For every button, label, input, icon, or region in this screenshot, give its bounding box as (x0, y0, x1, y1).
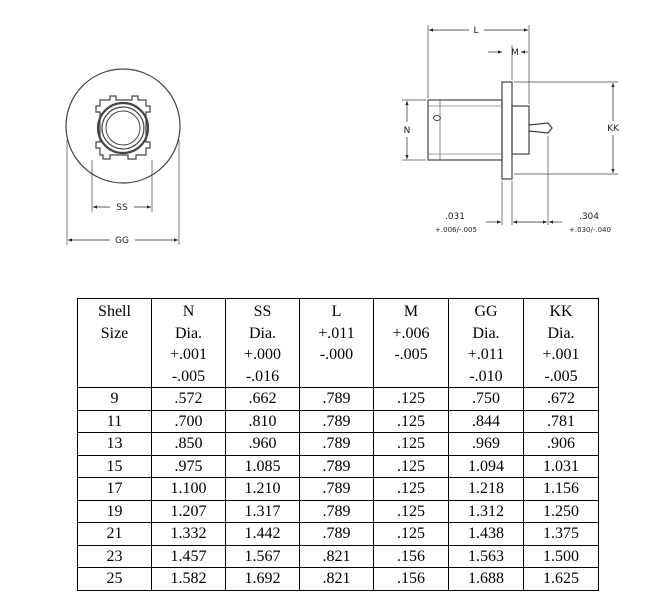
column-header-line: +.000 (243, 346, 282, 363)
table-cell: 1.567 (226, 545, 300, 568)
table-cell: 1.085 (226, 455, 300, 478)
table-cell: 1.375 (524, 523, 599, 546)
table-cell: 1.207 (152, 500, 226, 523)
connector-drawing (0, 0, 660, 270)
table-cell: 1.312 (449, 500, 524, 523)
contact-tail (529, 123, 552, 133)
table-cell: 1.563 (449, 545, 524, 568)
table-cell: .789 (300, 455, 374, 478)
shell-size-cell: 11 (78, 410, 152, 433)
table-cell: .125 (374, 478, 449, 501)
shell-size-cell: 9 (78, 388, 152, 411)
table-cell: 1.210 (226, 478, 300, 501)
column-header-line: Dia. (472, 324, 500, 342)
table-cell: .125 (374, 410, 449, 433)
column-header-line: +.011 (467, 346, 505, 363)
table-row (78, 410, 599, 433)
table-cell: .906 (524, 433, 599, 456)
table-row (78, 455, 599, 478)
table-row (78, 478, 599, 501)
table-cell: 1.457 (152, 545, 226, 568)
table-cell: .662 (226, 388, 300, 411)
table-cell: .672 (524, 388, 599, 411)
column-header-line: -.016 (245, 367, 280, 385)
table-header-row (78, 299, 599, 388)
table-cell: .156 (374, 545, 449, 568)
table-cell: 1.625 (524, 568, 599, 591)
shell-size-cell: 19 (78, 500, 152, 523)
column-header-line: +.006 (392, 324, 430, 342)
table-cell: .844 (449, 410, 524, 433)
table-cell: .125 (374, 433, 449, 456)
column-header-line: +.001 (542, 346, 580, 363)
column-header-line: +.001 (169, 346, 208, 363)
l-label: L (473, 26, 479, 36)
shell-size-cell: 15 (78, 455, 152, 478)
n-label: N (403, 126, 411, 136)
table-row (78, 545, 599, 568)
column-header-line: Shell (98, 303, 131, 320)
table-cell: 1.500 (524, 545, 599, 568)
column-header (226, 299, 300, 388)
column-header-line: -.005 (394, 346, 428, 363)
table-cell: .821 (300, 545, 374, 568)
table-cell: .789 (300, 410, 374, 433)
shell-size-cell: 25 (78, 568, 152, 591)
column-header-line: Size (100, 324, 129, 342)
shell-size-cell: 13 (78, 433, 152, 456)
column-header-line: -.010 (469, 367, 503, 385)
table-cell: .125 (374, 455, 449, 478)
table-cell: .975 (152, 455, 226, 478)
rear-flange (502, 82, 512, 179)
table-cell: .821 (300, 568, 374, 591)
table-cell: 1.692 (226, 568, 300, 591)
dim-right-value: .304 (578, 212, 600, 222)
table-cell: .960 (226, 433, 300, 456)
dim-right-tol: +.030/-.040 (569, 226, 611, 234)
table-row (78, 523, 599, 546)
table-row (78, 500, 599, 523)
column-header-line: Dia. (174, 324, 203, 342)
table-cell: .789 (300, 478, 374, 501)
table-cell: .789 (300, 500, 374, 523)
column-header (78, 299, 152, 388)
shell-size-cell: 17 (78, 478, 152, 501)
table-cell: 1.100 (152, 478, 226, 501)
table-cell: .789 (300, 433, 374, 456)
table-cell: 1.442 (226, 523, 300, 546)
column-header (300, 299, 374, 388)
column-header (449, 299, 524, 388)
column-header (374, 299, 449, 388)
polarization-key (434, 116, 441, 121)
table-cell: .156 (374, 568, 449, 591)
insert-face (106, 111, 140, 145)
table-cell: 1.332 (152, 523, 226, 546)
front-view (66, 69, 180, 245)
table-cell: .125 (374, 523, 449, 546)
table-cell: .572 (152, 388, 226, 411)
column-header (524, 299, 599, 388)
table-cell: .125 (374, 388, 449, 411)
kk-label: KK (607, 124, 619, 134)
column-header-line: GG (474, 303, 498, 320)
gg-label: GG (115, 236, 129, 246)
dim-left-tol: +.006/-.005 (435, 226, 477, 234)
column-header-line: N (182, 303, 195, 320)
column-header (152, 299, 226, 388)
column-header-line: M (403, 303, 419, 320)
table-row (78, 388, 599, 411)
column-header-line: +.011 (318, 324, 355, 342)
table-cell: 1.317 (226, 500, 300, 523)
coupling-ring-inner (102, 107, 144, 149)
table-row (78, 433, 599, 456)
table-cell: .781 (524, 410, 599, 433)
table-row (78, 568, 599, 591)
table-cell: 1.218 (449, 478, 524, 501)
table-cell: 1.250 (524, 500, 599, 523)
column-header-line: KK (549, 303, 573, 320)
table-cell: .850 (152, 433, 226, 456)
table-cell: .789 (300, 388, 374, 411)
side-view (402, 25, 618, 225)
table-cell: .810 (226, 410, 300, 433)
column-header-line: Dia. (547, 324, 575, 342)
table-cell: 1.156 (524, 478, 599, 501)
table-cell: 1.688 (449, 568, 524, 591)
m-label: M (511, 48, 519, 58)
rear-body (512, 106, 529, 154)
dim-left-value: .031 (444, 212, 466, 222)
column-header-line: L (331, 303, 342, 320)
column-header-line: -.005 (171, 367, 206, 385)
shell-size-cell: 21 (78, 523, 152, 546)
shell-barrel (428, 100, 502, 160)
table-cell: .789 (300, 523, 374, 546)
table-cell: 1.582 (152, 568, 226, 591)
table-cell: .125 (374, 500, 449, 523)
column-header-line: Dia. (248, 324, 277, 342)
ss-label: SS (116, 203, 128, 213)
shell-size-cell: 23 (78, 545, 152, 568)
column-header-line: -.000 (319, 346, 354, 363)
table-cell: 1.094 (449, 455, 524, 478)
column-header-line: SS (253, 303, 272, 320)
table-cell: 1.031 (524, 455, 599, 478)
table-cell: .750 (449, 388, 524, 411)
table-cell: .700 (152, 410, 226, 433)
column-header-line: -.005 (544, 367, 578, 385)
flange-outline (66, 69, 180, 183)
dimension-table (77, 298, 599, 591)
table-cell: .969 (449, 433, 524, 456)
table-cell: 1.438 (449, 523, 524, 546)
